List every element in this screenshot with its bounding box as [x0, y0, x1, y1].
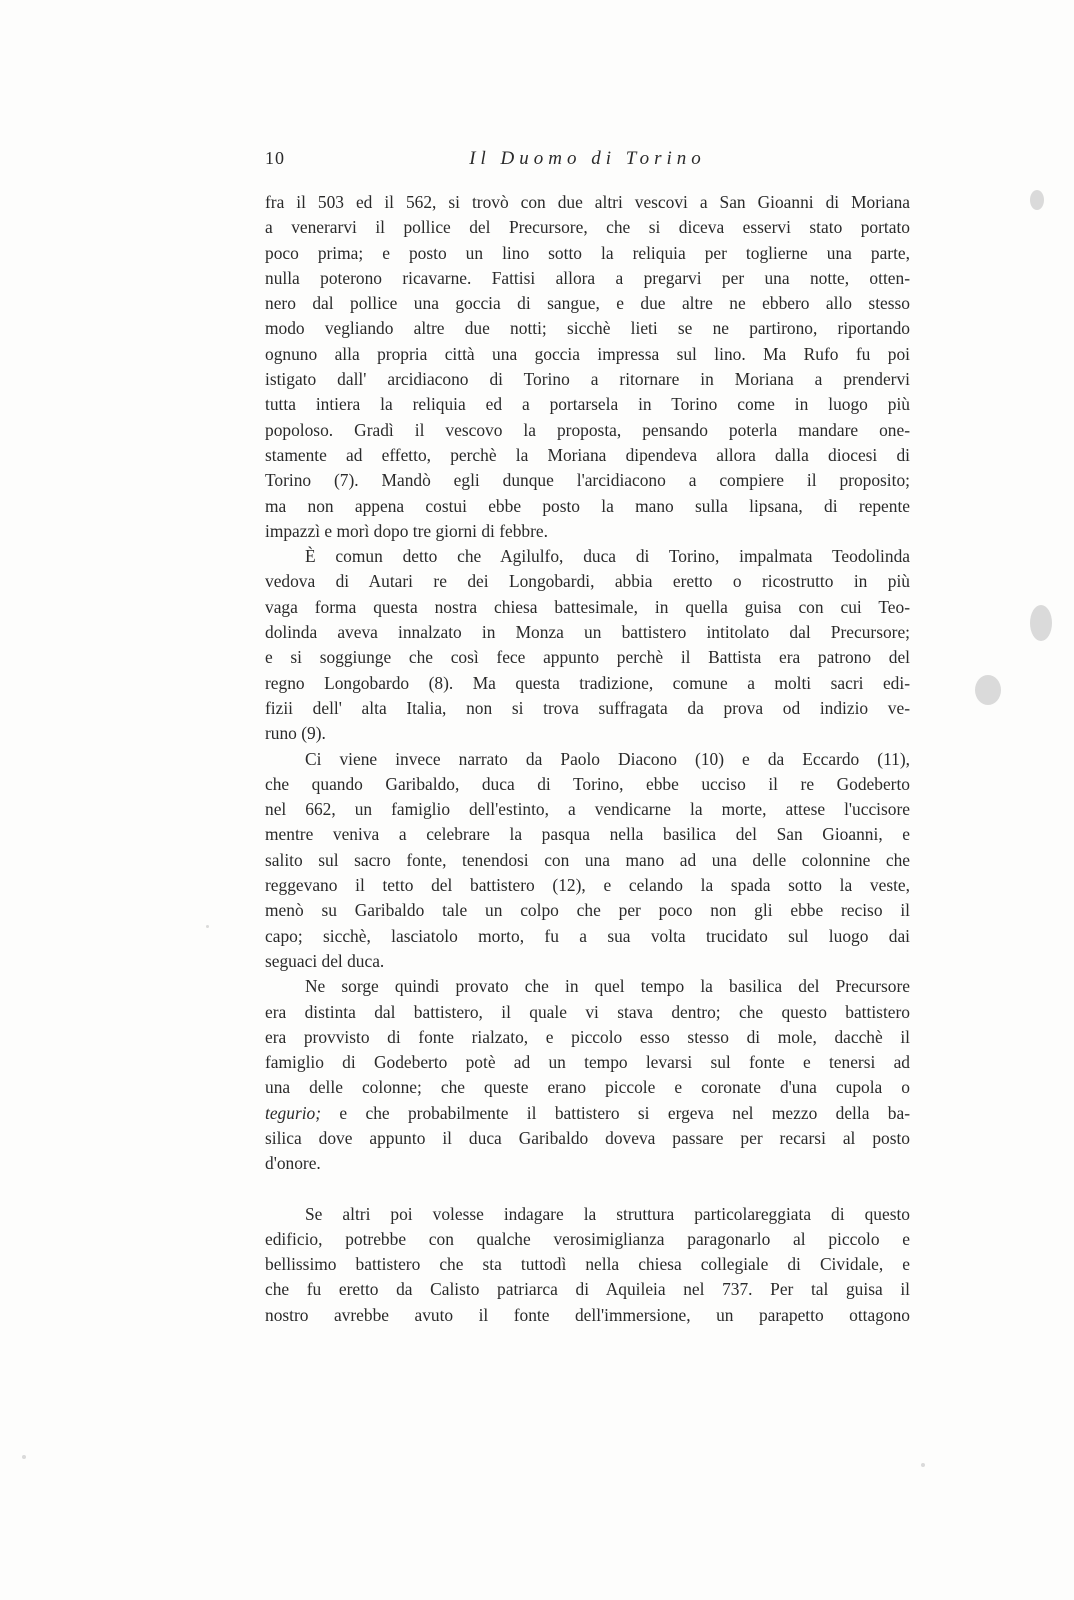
body-text [265, 190, 910, 1328]
text-line: È comun detto che Agilulfo, duca di Torino, impalmata Teodolinda [305, 546, 910, 567]
text-line: salito sul sacro fonte, tenendosi con una mano ad una delle colonnine che [265, 849, 910, 870]
page-number: 10 [265, 148, 285, 168]
text-line: famiglio di Godeberto potè ad un tempo levarsi sul fonte e tenersi ad [265, 1052, 910, 1073]
text-line: reggevano il tetto del battistero (12), e celando la spada sotto la veste, [265, 875, 910, 896]
scan-speck [1030, 190, 1044, 210]
text-line: Se altri poi volesse indagare la struttura particolareggiata di questo [305, 1203, 910, 1224]
scan-speck [921, 1463, 925, 1467]
italic-word: tegurio; [265, 1102, 322, 1123]
text-line: nel 662, un famiglio dell'estinto, a vendicarne la morte, attese l'uccisore [265, 799, 910, 820]
paragraph-4 [265, 974, 910, 1176]
text-line: e si soggiunge che così fece appunto perchè il Battista era patrono del [265, 647, 910, 668]
text-line: poco prima; e posto un lino sotto la reliquia per toglierne una parte, [265, 242, 910, 263]
text-line: che quando Garibaldo, duca di Torino, ebbe ucciso il re Godeberto [265, 773, 910, 794]
text-line: modo vegliando altre due notti; sicchè lieti se ne partirono, riportando [265, 318, 910, 339]
text-line: ma non appena costui ebbe posto la mano sulla lipsana, di repente [265, 495, 910, 516]
text-line: che fu eretto da Calisto patriarca di Aquileia nel 737. Per tal guisa il [265, 1279, 910, 1300]
text-line: era distinta dal battistero, il quale vi stava dentro; che questo battistero [265, 1001, 910, 1022]
text-line: menò su Garibaldo tale un colpo che per poco non gli ebbe reciso il [265, 900, 910, 921]
text-line: era provvisto di fonte rialzato, e piccolo esso stesso di mole, dacchè il [265, 1026, 910, 1047]
text-line: mentre veniva a celebrare la pasqua nella basilica del San Gioanni, e [265, 824, 910, 845]
text-line: vaga forma questa nostra chiesa battesimale, in quella guisa con cui Teo- [265, 596, 910, 617]
section-gap [265, 1177, 910, 1202]
text-line: ognuno alla propria città una goccia impressa sul lino. Ma Rufo fu poi [265, 343, 910, 364]
text-line: fizii dell' alta Italia, non si trova suffragata da prova od indizio ve- [265, 697, 910, 718]
text-line: regno Longobardo (8). Ma questa tradizione, comune a molti sacri edi- [265, 672, 910, 693]
text-line: nero dal pollice una goccia di sangue, e due altre ne ebbero allo stesso [265, 293, 910, 314]
text-line: d'onore. [265, 1153, 321, 1174]
page-header [265, 148, 910, 176]
text-line: tutta intiera la reliquia ed a portarsela in Torino come in luogo più [265, 394, 910, 415]
paragraph-5 [265, 1202, 910, 1328]
text-line: Ci viene invece narrato da Paolo Diacono (10) e da Eccardo (11), [305, 748, 910, 769]
text-line: tegurio; e che probabilmente il battistero si ergeva nel mezzo della ba- [265, 1102, 910, 1123]
text-line: bellissimo battistero che sta tuttodì nella chiesa collegiale di Cividale, e [265, 1254, 910, 1275]
text-line: vedova di Autari re dei Longobardi, abbia eretto o ricostrutto in più [265, 571, 910, 592]
text-line: seguaci del duca. [265, 950, 385, 971]
text-line: nostro avrebbe avuto il fonte dell'immersione, un parapetto ottagono [265, 1304, 910, 1325]
text-line: nulla poterono ricavarne. Fattisi allora a pregarvi per una notte, otten- [265, 267, 910, 288]
running-title: Il Duomo di Torino [469, 148, 706, 169]
scan-speck [1030, 605, 1052, 641]
text-line: impazzì e morì dopo tre giorni di febbre. [265, 520, 548, 541]
text-line: Torino (7). Mandò egli dunque l'arcidiacono a compiere il proposito; [265, 470, 910, 491]
scan-speck [206, 925, 209, 928]
text-line: silica dove appunto il duca Garibaldo doveva passare per recarsi al posto [265, 1127, 910, 1148]
text-line: istigato dall' arcidiacono di Torino a ritornare in Moriana a prendervi [265, 369, 910, 390]
text-line: fra il 503 ed il 562, si trovò con due altri vescovi a San Gioanni di Moriana [265, 192, 910, 212]
text-line: Ne sorge quindi provato che in quel tempo la basilica del Precursore [305, 976, 910, 997]
text-line: runo (9). [265, 723, 326, 744]
text-line: stamente ad effetto, perchè la Moriana dipendeva allora dalla diocesi di [265, 444, 910, 465]
text-line: dolinda aveva innalzato in Monza un battistero intitolato dal Precursore; [265, 622, 910, 643]
text-line: popoloso. Gradì il vescovo la proposta, pensando poterla mandare one- [265, 419, 910, 440]
text-line: edificio, potrebbe con qualche verosimiglianza paragonarlo al piccolo e [265, 1228, 910, 1249]
text-line: a venerarvi il pollice del Precursore, che si diceva esservi stato portato [265, 217, 910, 238]
text-line: una delle colonne; che queste erano piccole e coronate d'una cupola o [265, 1077, 910, 1098]
paragraph-3 [265, 747, 910, 975]
paragraph-2 [265, 544, 910, 746]
scan-speck [22, 1455, 26, 1459]
scan-speck [975, 675, 1001, 705]
paragraph-1 [265, 190, 910, 544]
text-line: capo; sicchè, lasciatolo morto, fu a sua volta trucidato sul luogo dai [265, 925, 910, 946]
